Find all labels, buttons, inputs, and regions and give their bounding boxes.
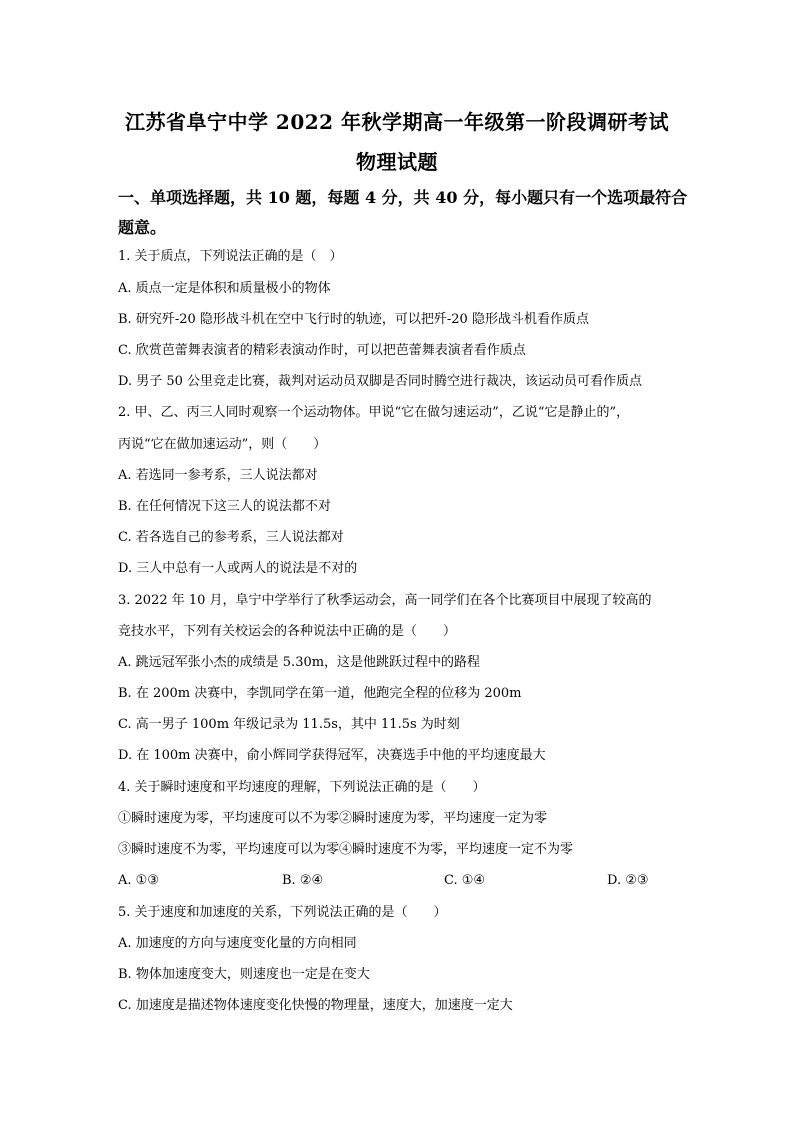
question-1-stem: 1. 关于质点，下列说法正确的是（ ） [118,249,343,264]
question-3-option-c: C. 高一男子 100m 年级记录为 11.5s，其中 11.5s 为时刻 [118,717,460,732]
question-4-option-d: D. ②③ [607,873,649,888]
question-4-statements-1: ①瞬时速度为零，平均速度可以不为零②瞬时速度为零，平均速度一定为零 [118,811,548,826]
question-1-option-c: C. 欣赏芭蕾舞表演者的精彩表演动作时，可以把芭蕾舞表演者看作质点 [118,343,526,358]
question-2-option-c: C. 若各选自己的参考系，三人说法都对 [118,530,344,545]
question-1-option-d: D. 男子 50 公里竞走比赛，裁判对运动员双脚是否同时腾空进行裁决，该运动员可看作质点 [118,374,643,389]
question-1-option-b: B. 研究歼-20 隐形战斗机在空中飞行时的轨迹，可以把歼-20 隐形战斗机看作质点 [118,312,589,327]
question-2-option-a: A. 若选同一参考系，三人说法都对 [118,468,318,483]
question-2-stem: 2. 甲、乙、丙三人同时观察一个运动物体。甲说“它在做匀速运动”，乙说“它是静止的”， [118,405,630,420]
question-2-option-b: B. 在任何情况下这三人的说法都不对 [118,499,331,514]
question-5-option-a: A. 加速度的方向与速度变化量的方向相同 [118,936,357,951]
question-4-option-a: A. ①③ [118,873,159,888]
question-2-stem-continued: 丙说“它在做加速运动”，则（ ） [118,437,327,452]
question-4-option-c: C. ①④ [444,873,486,888]
question-4-options [118,872,678,890]
question-3-stem: 3. 2022 年 10 月，阜宁中学举行了秋季运动会，高一同学们在各个比赛项目中展现了较高的 [118,593,652,608]
question-4-stem: 4. 关于瞬时速度和平均速度的理解，下列说法正确的是（ ） [118,780,486,795]
question-3-option-b: B. 在 200m 决赛中，李凯同学在第一道，他跑完全程的位移为 200m [118,686,522,701]
question-3-option-d: D. 在 100m 决赛中，俞小辉同学获得冠军，决赛选手中他的平均速度最大 [118,748,546,763]
question-4-statements-2: ③瞬时速度不为零，平均速度可以为零④瞬时速度不为零，平均速度一定不为零 [118,842,574,857]
question-1-option-a: A. 质点一定是体积和质量极小的物体 [118,281,331,296]
question-3-option-a: A. 跳远冠军张小杰的成绩是 5.30m，这是他跳跃过程中的路程 [118,655,481,670]
question-3-stem-continued: 竞技水平，下列有关校运会的各种说法中正确的是（ ） [118,624,457,639]
question-5-option-b: B. 物体加速度变大，则速度也一定是在变大 [118,967,370,982]
question-4-option-b: B. ②④ [282,873,324,888]
section-heading: 一、单项选择题，共 10 题，每题 4 分，共 40 分，每小题只有一个选项最符合 [118,188,688,207]
question-5-option-c: C. 加速度是描述物体速度变化快慢的物理量，速度大，加速度一定大 [118,998,513,1013]
question-2-option-d: D. 三人中总有一人或两人的说法是不对的 [118,561,358,576]
section-heading-continued: 题意。 [118,218,167,237]
question-5-stem: 5. 关于速度和加速度的关系，下列说法正确的是（ ） [118,905,447,920]
exam-title: 江苏省阜宁中学 2022 年秋学期高一年级第一阶段调研考试 [124,110,670,134]
exam-subtitle: 物理试题 [356,150,438,174]
